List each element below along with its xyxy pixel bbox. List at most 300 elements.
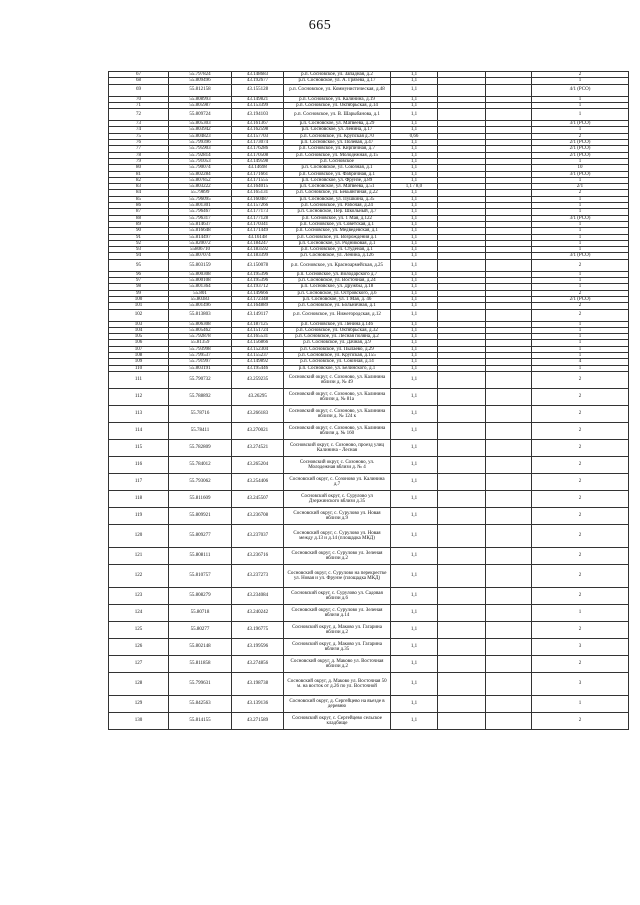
row-number-cell: 96 <box>109 271 169 277</box>
empty-cell <box>438 564 486 587</box>
row-number-cell: 79 <box>109 158 169 164</box>
address-cell: Сосновский округ, с. Созоново, ул. Калинина вблизи д. № 81а <box>284 388 391 405</box>
latitude-cell: 55.802148 <box>169 638 232 655</box>
container-volume-cell: 1,1 <box>391 340 438 346</box>
empty-cell <box>438 84 486 96</box>
longitude-cell: 43.171661 <box>232 171 284 177</box>
container-count-cell: 2 <box>532 490 629 507</box>
latitude-cell: 55.795903 <box>169 146 232 152</box>
latitude-cell: 55806710 <box>169 247 232 253</box>
container-count-cell: 2/1 <box>532 184 629 190</box>
latitude-cell: 55.792814 <box>169 152 232 158</box>
container-count-cell: 2 <box>532 190 629 196</box>
latitude-cell: 55.796467 <box>169 209 232 215</box>
latitude-cell: 55.80718 <box>169 604 232 621</box>
address-cell: р.п. Сосновское, ул. Союзная, д.1 <box>284 165 391 171</box>
row-number-cell: 102 <box>109 309 169 321</box>
container-count-cell: 1 <box>532 203 629 209</box>
empty-cell <box>438 587 486 604</box>
address-cell: р.п. Сосновское, ул. Пылаево, д.29 <box>284 346 391 352</box>
container-count-cell: 1 <box>532 346 629 352</box>
container-volume-cell: 1,1 <box>391 290 438 296</box>
row-number-cell: 100 <box>109 296 169 302</box>
container-volume-cell: 1,1 <box>391 604 438 621</box>
empty-cell <box>438 655 486 672</box>
latitude-cell: 55.803159 <box>169 259 232 271</box>
longitude-cell: 43.193712 <box>232 284 284 290</box>
longitude-cell: 43.139136 <box>232 695 284 712</box>
longitude-cell: 43.165531 <box>232 334 284 340</box>
address-cell: Сосновский округ, д. Маково ул. Гагарина вблизи д.35 <box>284 638 391 655</box>
longitude-cell: 43.149821 <box>232 96 284 102</box>
address-cell: р.п. Сосновское, ул. Родниковая, д.1 <box>284 240 391 246</box>
longitude-cell: 43.153399 <box>232 102 284 108</box>
empty-cell <box>438 490 486 507</box>
empty-cell <box>438 638 486 655</box>
longitude-cell: 43.176286 <box>232 146 284 152</box>
empty-cell <box>486 388 532 405</box>
container-volume-cell: 1,1 <box>391 672 438 695</box>
address-cell: р.п. Сосновское, ул. Студеная, д.1 <box>284 247 391 253</box>
table-row <box>109 621 629 638</box>
container-count-cell: 1 <box>532 158 629 164</box>
longitude-cell: 43.170508 <box>232 152 284 158</box>
longitude-cell: 43.192677 <box>232 78 284 84</box>
longitude-cell: 43.183592 <box>232 247 284 253</box>
container-count-cell: 2 <box>532 524 629 547</box>
container-count-cell: 2 <box>532 405 629 422</box>
container-volume-cell: 1,1 <box>391 171 438 177</box>
row-number-cell: 129 <box>109 695 169 712</box>
container-volume-cell: 1,1 <box>391 209 438 215</box>
row-number-cell: 81 <box>109 171 169 177</box>
empty-cell <box>486 621 532 638</box>
container-count-cell: 2 <box>532 507 629 524</box>
table-row <box>109 84 629 96</box>
empty-cell <box>438 422 486 439</box>
container-volume-cell: 1,1 <box>391 234 438 240</box>
row-number-cell: 112 <box>109 388 169 405</box>
container-count-cell: 2 <box>532 655 629 672</box>
container-volume-cell: 1,1 <box>391 359 438 365</box>
waste-sites-table <box>108 71 629 730</box>
container-count-cell: 3 <box>532 638 629 655</box>
container-volume-cell: 1,1 <box>391 215 438 221</box>
container-count-cell: 1 <box>532 109 629 121</box>
row-number-cell: 94 <box>109 253 169 259</box>
container-count-cell: 3/1 (РСО) <box>532 121 629 127</box>
row-number-cell: 103 <box>109 321 169 327</box>
latitude-cell: 55.801496 <box>169 303 232 309</box>
container-count-cell: 2/1 (РСО) <box>532 140 629 146</box>
container-volume-cell: 1,1 <box>391 271 438 277</box>
address-cell: р.п. Сосновское, ул. Ленина, д.126 <box>284 253 391 259</box>
container-count-cell: 2 <box>532 259 629 271</box>
longitude-cell: 43.184247 <box>232 240 284 246</box>
address-cell: р.п. Сосновское, ул. Матвеева, д.29 <box>284 121 391 127</box>
latitude-cell: 55.792878 <box>169 334 232 340</box>
empty-cell <box>486 439 532 456</box>
row-number-cell: 105 <box>109 334 169 340</box>
table-row <box>109 547 629 564</box>
container-count-cell: 1 <box>532 352 629 358</box>
container-count-cell: 2 <box>532 712 629 729</box>
container-volume-cell: 1,1 <box>391 712 438 729</box>
longitude-cell: 43.194103 <box>232 109 284 121</box>
latitude-cell: 55.806308 <box>169 321 232 327</box>
latitude-cell: 55.790732 <box>169 371 232 388</box>
container-volume-cell: 1,1 / 8,0 <box>391 184 438 190</box>
longitude-cell: 43.16148 <box>232 234 284 240</box>
empty-cell <box>486 259 532 271</box>
container-volume-cell: 1,1 <box>391 177 438 183</box>
container-count-cell: 1 <box>532 234 629 240</box>
table-row <box>109 259 629 271</box>
container-count-cell: 1 <box>532 96 629 102</box>
empty-cell <box>486 371 532 388</box>
container-volume-cell: 1,1 <box>391 365 438 371</box>
row-number-cell: 76 <box>109 140 169 146</box>
longitude-cell: 43.236716 <box>232 547 284 564</box>
container-volume-cell: 1,1 <box>391 240 438 246</box>
empty-cell <box>486 655 532 672</box>
row-number-cell: 92 <box>109 240 169 246</box>
table-row <box>109 507 629 524</box>
latitude-cell: 55.814497 <box>169 234 232 240</box>
row-number-cell: 120 <box>109 524 169 547</box>
container-count-cell: 1 <box>532 321 629 327</box>
container-volume-cell: 1,1 <box>391 221 438 227</box>
latitude-cell: 55.811858 <box>169 655 232 672</box>
container-count-cell: 1 <box>532 78 629 84</box>
empty-cell <box>486 604 532 621</box>
address-cell: Сосновский округ, с. Сергейцево сельское кладбище <box>284 712 391 729</box>
row-number-cell: 119 <box>109 507 169 524</box>
latitude-cell: 55.796317 <box>169 215 232 221</box>
address-cell: р.п. Сосновское, ул. Володарского д.7 <box>284 271 391 277</box>
longitude-cell: 43.164015 <box>232 184 284 190</box>
latitude-cell: 55.808993 <box>169 96 232 102</box>
address-cell: Сосновский округ, с. Сурулово ул Дзержинского вблизи д.35 <box>284 490 391 507</box>
longitude-cell: 43.162598 <box>232 127 284 133</box>
row-number-cell: 104 <box>109 327 169 333</box>
container-volume-cell: 1,1 <box>391 102 438 108</box>
container-count-cell: 4 <box>532 359 629 365</box>
longitude-cell: 43.274521 <box>232 439 284 456</box>
empty-cell <box>486 564 532 587</box>
container-count-cell: 2/1 (РСО) <box>532 296 629 302</box>
latitude-cell: 55.793998 <box>169 346 232 352</box>
row-number-cell: 113 <box>109 405 169 422</box>
latitude-cell: 55.784012 <box>169 456 232 473</box>
latitude-cell: 55.801 <box>169 290 232 296</box>
address-cell: Сосновский округ, д. Сергейцево на въезде в деревню <box>284 695 391 712</box>
container-volume-cell: 1,1 <box>391 84 438 96</box>
longitude-cell: 43.187125 <box>232 321 284 327</box>
container-volume-cell: 1,1 <box>391 439 438 456</box>
container-count-cell: 3/1 (РСО) <box>532 171 629 177</box>
row-number-cell: 74 <box>109 127 169 133</box>
container-volume-cell: 1,1 <box>391 638 438 655</box>
longitude-cell: 43.172348 <box>232 296 284 302</box>
container-count-cell: 2 <box>532 422 629 439</box>
container-volume-cell: 1,1 <box>391 547 438 564</box>
container-count-cell: 2 <box>532 587 629 604</box>
container-volume-cell: 1,1 <box>391 587 438 604</box>
row-number-cell: 93 <box>109 247 169 253</box>
empty-cell <box>438 259 486 271</box>
empty-cell <box>438 456 486 473</box>
latitude-cell: 55.801301 <box>169 203 232 209</box>
latitude-cell: 55.813803 <box>169 309 232 321</box>
row-number-cell: 121 <box>109 547 169 564</box>
address-cell: Сосновский округ, с. Созоново, проезд улиц Калинина - Лесная <box>284 439 391 456</box>
empty-cell <box>438 109 486 121</box>
latitude-cell: 55.814637 <box>169 221 232 227</box>
container-volume-cell: 1,1 <box>391 158 438 164</box>
address-cell: р.п. Сосновское, ул. 1 Мая, д.122 <box>284 215 391 221</box>
container-volume-cell: 1,1 <box>391 334 438 340</box>
address-cell: р.п. Сосновское, ул. 1 Мая, д. 46 <box>284 296 391 302</box>
table-row <box>109 371 629 388</box>
longitude-cell: 43.149598 <box>232 158 284 164</box>
longitude-cell: 43.155128 <box>232 84 284 96</box>
container-volume-cell: 1,1 <box>391 655 438 672</box>
empty-cell <box>486 84 532 96</box>
empty-cell <box>486 109 532 121</box>
row-number-cell: 70 <box>109 96 169 102</box>
container-volume-cell: 1,1 <box>391 109 438 121</box>
longitude-cell: 43.237273 <box>232 564 284 587</box>
row-number-cell: 75 <box>109 133 169 139</box>
empty-cell <box>438 695 486 712</box>
row-number-cell: 83 <box>109 184 169 190</box>
table-row <box>109 309 629 321</box>
latitude-cell: 55.803942 <box>169 127 232 133</box>
longitude-cell: 43.164889 <box>232 303 284 309</box>
longitude-cell: 43.254406 <box>232 473 284 490</box>
address-cell: р.п. Сосновское, ул. Восточная, д.24 <box>284 278 391 284</box>
container-count-cell: 1 <box>532 127 629 133</box>
address-cell: р.п. Сосновское, ул. Белинского, д.1 <box>284 365 391 371</box>
latitude-cell: 55.808111 <box>169 547 232 564</box>
latitude-cell: 55.807852 <box>169 177 232 183</box>
latitude-cell: 55.796095 <box>169 196 232 202</box>
latitude-cell: 55.809496 <box>169 78 232 84</box>
longitude-cell: 43.161367 <box>232 121 284 127</box>
longitude-cell: 43.156866 <box>232 340 284 346</box>
latitude-cell: 55.803191 <box>169 365 232 371</box>
address-cell: р.п. Сосновское, ул. Бекьянгиная, д.22 <box>284 190 391 196</box>
container-volume-cell: 1,1 <box>391 228 438 234</box>
address-cell: Сосновский округ, с. Созоново, ул. Молодежная вблизи д. № 4 <box>284 456 391 473</box>
row-number-cell: 110 <box>109 365 169 371</box>
container-volume-cell: 1,1 <box>391 388 438 405</box>
row-number-cell: 73 <box>109 121 169 127</box>
latitude-cell: 55.799631 <box>169 672 232 695</box>
empty-cell <box>438 672 486 695</box>
empty-cell <box>438 371 486 388</box>
container-volume-cell: 1,1 <box>391 456 438 473</box>
row-number-cell: 115 <box>109 439 169 456</box>
address-cell: р.п. Сосновское, ул. Коммунистическая, д.48 <box>284 84 391 96</box>
empty-cell <box>438 547 486 564</box>
table-row <box>109 109 629 121</box>
table-row <box>109 456 629 473</box>
row-number-cell: 80 <box>109 165 169 171</box>
longitude-cell: 43.199596 <box>232 638 284 655</box>
longitude-cell: 43.157703 <box>232 133 284 139</box>
table-row <box>109 405 629 422</box>
empty-cell <box>438 405 486 422</box>
container-count-cell: 3/1 (РСО) <box>532 253 629 259</box>
container-count-cell: 2 <box>532 133 629 139</box>
empty-cell <box>438 473 486 490</box>
address-cell: р.п. Сосновское, ул. Октябрьская, д.14 <box>284 102 391 108</box>
address-cell: Сосновский округ, с. Сурулово ул. Садовая вблизи д.6 <box>284 587 391 604</box>
row-number-cell: 124 <box>109 604 169 621</box>
address-cell: р.п. Сосновское, ул. Калинина, д.19 <box>284 96 391 102</box>
row-number-cell: 101 <box>109 303 169 309</box>
longitude-cell: 43.271589 <box>232 712 284 729</box>
empty-cell <box>438 507 486 524</box>
address-cell: Сосновский округ, с. Сурулово ул. Зеленая вблизи д.14 <box>284 604 391 621</box>
row-number-cell: 130 <box>109 712 169 729</box>
address-cell: р.п. Сосновское, ул. Пушкина, д.35 <box>284 196 391 202</box>
row-number-cell: 106 <box>109 340 169 346</box>
table-row <box>109 672 629 695</box>
latitude-cell: 55.790074 <box>169 165 232 171</box>
container-count-cell: 2 <box>532 473 629 490</box>
longitude-cell: 43.170341 <box>232 221 284 227</box>
page-number: 665 <box>308 18 332 33</box>
container-count-cell: 1 <box>532 209 629 215</box>
table-row <box>109 638 629 655</box>
row-number-cell: 71 <box>109 102 169 108</box>
empty-cell <box>486 456 532 473</box>
empty-cell <box>486 524 532 547</box>
longitude-cell: 43.14698 <box>232 165 284 171</box>
empty-cell <box>486 712 532 729</box>
container-volume-cell: 1,1 <box>391 371 438 388</box>
longitude-cell: 43.195446 <box>232 365 284 371</box>
row-number-cell: 91 <box>109 234 169 240</box>
container-volume-cell: 1,1 <box>391 621 438 638</box>
row-number-cell: 88 <box>109 215 169 221</box>
address-cell: р.п. Сосновское, ул. Крупская, д.155 <box>284 352 391 358</box>
container-volume-cell: 1,1 <box>391 296 438 302</box>
empty-cell <box>438 439 486 456</box>
container-count-cell: 2 <box>532 564 629 587</box>
address-cell: р.п. Сосновское, ул. Больничная, д.1 <box>284 303 391 309</box>
row-number-cell: 109 <box>109 359 169 365</box>
row-number-cell: 128 <box>109 672 169 695</box>
container-volume-cell: 1,1 <box>391 405 438 422</box>
row-number-cell: 78 <box>109 152 169 158</box>
container-volume-cell: 1,1 <box>391 346 438 352</box>
table-row <box>109 490 629 507</box>
container-count-cell: 2 <box>532 456 629 473</box>
row-number-cell: 95 <box>109 259 169 271</box>
longitude-cell: 43.270021 <box>232 422 284 439</box>
longitude-cell: 43.195396 <box>232 278 284 284</box>
empty-cell <box>486 490 532 507</box>
address-cell: Сосновский округ, с. Сурулово ул. Зеленая вблизи д.2 <box>284 547 391 564</box>
container-volume-cell: 1,1 <box>391 127 438 133</box>
latitude-cell: 55.801364 <box>169 284 232 290</box>
container-volume-cell: 1,1 <box>391 695 438 712</box>
row-number-cell: 108 <box>109 352 169 358</box>
latitude-cell: 55.78716 <box>169 405 232 422</box>
latitude-cell: 55.804823 <box>169 133 232 139</box>
container-volume-cell: 1,1 <box>391 507 438 524</box>
container-volume-cell: 1,1 <box>391 203 438 209</box>
longitude-cell: 43.236708 <box>232 507 284 524</box>
latitude-cell: 55.816648 <box>169 228 232 234</box>
latitude-cell: 55.820072 <box>169 240 232 246</box>
latitude-cell: 55.81359 <box>169 340 232 346</box>
container-volume-cell: 1,1 <box>391 284 438 290</box>
container-volume-cell: 1,1 <box>391 152 438 158</box>
row-number-cell: 84 <box>109 190 169 196</box>
row-number-cell: 117 <box>109 473 169 490</box>
container-volume-cell: 1,1 <box>391 165 438 171</box>
latitude-cell: 55.811609 <box>169 490 232 507</box>
container-volume-cell: 1,1 <box>391 564 438 587</box>
row-number-cell: 90 <box>109 228 169 234</box>
empty-cell <box>486 473 532 490</box>
container-volume-cell: 1,1 <box>391 524 438 547</box>
empty-cell <box>438 309 486 321</box>
latitude-cell: 55.791997 <box>169 359 232 365</box>
address-cell: Сосновский округ, д. Маково ул. Восточная 50 м. на восток от д.26 по ул. Восточной <box>284 672 391 695</box>
latitude-cell: 55.805462 <box>169 327 232 333</box>
container-count-cell: 3 <box>532 672 629 695</box>
longitude-cell: 43.149892 <box>232 359 284 365</box>
address-cell: р.п. Сосновское, ул. Октябрьская, д.32 <box>284 327 391 333</box>
address-cell: р.п. Сосновское, ул. А. Грязева, д.17 <box>284 78 391 84</box>
address-cell: р.п. Сосновское, ул. Советская, д.1 <box>284 221 391 227</box>
container-count-cell: 1 <box>532 221 629 227</box>
address-cell: р.п. Сосновское, ул. Матвеева, д.51 <box>284 184 391 190</box>
container-volume-cell: 1,1 <box>391 190 438 196</box>
latitude-cell: 55.800108 <box>169 278 232 284</box>
table-row <box>109 524 629 547</box>
address-cell: р.п. Сосновское <box>284 158 391 164</box>
latitude-cell: 55.799396 <box>169 140 232 146</box>
row-number-cell: 123 <box>109 587 169 604</box>
container-count-cell: 1 <box>532 102 629 108</box>
address-cell: р.п. Сосновское, ул. Медведевская, д.1 <box>284 228 391 234</box>
container-count-cell: 1 <box>532 340 629 346</box>
row-number-cell: 86 <box>109 203 169 209</box>
table-row <box>109 604 629 621</box>
longitude-cell: 43.150078 <box>232 259 284 271</box>
row-number-cell: 82 <box>109 177 169 183</box>
address-cell: р.п. Сосновское, ул. Дачная, д.9 <box>284 340 391 346</box>
row-number-cell: 98 <box>109 284 169 290</box>
address-cell: р.п. Сосновское, ул. Островского, д.6 <box>284 290 391 296</box>
container-count-cell: 2 <box>532 439 629 456</box>
latitude-cell: 55.797824 <box>169 72 232 78</box>
longitude-cell: 43.245507 <box>232 490 284 507</box>
container-count-cell: 1 <box>532 284 629 290</box>
address-cell: Сосновский округ, с. Созоново, ул. Калинина вблизи д. № 124 к <box>284 405 391 422</box>
address-cell: р.п. Сосновское, ул. Молодежная, д.15 <box>284 152 391 158</box>
row-number-cell: 69 <box>109 84 169 96</box>
latitude-cell: 55.814155 <box>169 712 232 729</box>
container-volume-cell: 1,1 <box>391 247 438 253</box>
